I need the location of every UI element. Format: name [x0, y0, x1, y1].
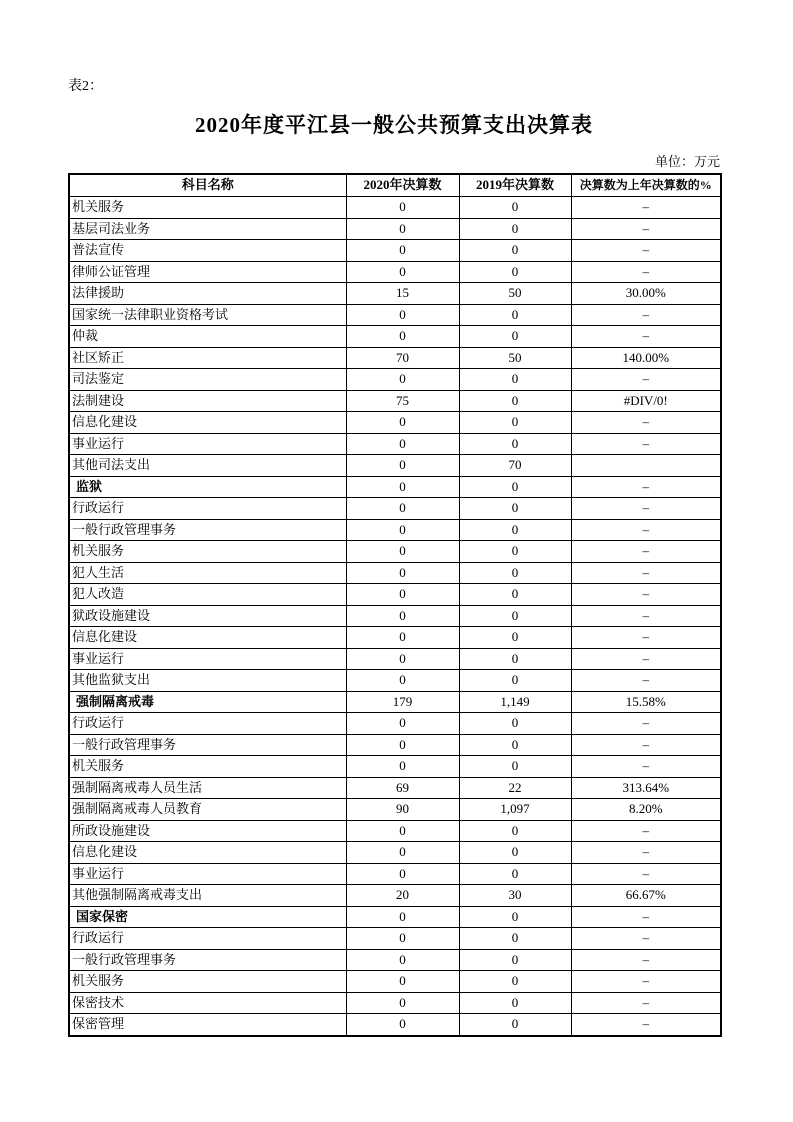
cell-percent: 8.20%	[571, 799, 721, 821]
cell-2019: 0	[459, 369, 571, 391]
cell-percent: –	[571, 562, 721, 584]
table-row	[69, 713, 721, 735]
cell-2019: 0	[459, 412, 571, 434]
cell-subject: 行政运行	[69, 928, 346, 950]
cell-percent: –	[571, 476, 721, 498]
table-row	[69, 390, 721, 412]
cell-2019: 0	[459, 519, 571, 541]
cell-percent: –	[571, 670, 721, 692]
cell-2019: 0	[459, 842, 571, 864]
cell-2020: 0	[346, 627, 459, 649]
cell-2020: 0	[346, 218, 459, 240]
cell-2019: 0	[459, 476, 571, 498]
cell-2020: 0	[346, 971, 459, 993]
cell-subject: 机关服务	[69, 756, 346, 778]
cell-2019: 0	[459, 197, 571, 219]
cell-subject: 司法鉴定	[69, 369, 346, 391]
cell-subject: 国家保密	[69, 906, 346, 928]
table-row	[69, 605, 721, 627]
cell-percent: 15.58%	[571, 691, 721, 713]
cell-2020: 0	[346, 648, 459, 670]
cell-subject: 事业运行	[69, 648, 346, 670]
cell-2020: 0	[346, 863, 459, 885]
cell-percent: –	[571, 519, 721, 541]
cell-subject: 所政设施建设	[69, 820, 346, 842]
cell-2019: 0	[459, 627, 571, 649]
table-row	[69, 670, 721, 692]
table-row	[69, 756, 721, 778]
cell-2020: 0	[346, 326, 459, 348]
cell-2019: 0	[459, 992, 571, 1014]
cell-2020: 0	[346, 197, 459, 219]
table-row	[69, 347, 721, 369]
cell-percent: –	[571, 906, 721, 928]
cell-2019: 0	[459, 326, 571, 348]
table-row	[69, 304, 721, 326]
cell-2019: 0	[459, 863, 571, 885]
table-section-row	[69, 906, 721, 928]
cell-percent: –	[571, 218, 721, 240]
table-number-label: 表2：	[68, 79, 103, 94]
table-row	[69, 240, 721, 262]
table-row	[69, 283, 721, 305]
cell-2019: 0	[459, 734, 571, 756]
cell-2020: 0	[346, 519, 459, 541]
cell-subject: 机关服务	[69, 971, 346, 993]
table-row	[69, 197, 721, 219]
cell-2019: 0	[459, 433, 571, 455]
table-row	[69, 541, 721, 563]
table-row	[69, 820, 721, 842]
cell-2020: 0	[346, 498, 459, 520]
cell-subject: 法律援助	[69, 283, 346, 305]
cell-percent: –	[571, 326, 721, 348]
table-row	[69, 863, 721, 885]
cell-subject: 其他司法支出	[69, 455, 346, 477]
cell-subject: 一般行政管理事务	[69, 519, 346, 541]
cell-2020: 0	[346, 433, 459, 455]
column-header-percent: 决算数为上年决算数的%	[571, 174, 721, 197]
cell-percent: –	[571, 713, 721, 735]
cell-2019: 0	[459, 584, 571, 606]
cell-2019: 1,097	[459, 799, 571, 821]
cell-2020: 0	[346, 1014, 459, 1036]
cell-percent: –	[571, 648, 721, 670]
cell-2019: 0	[459, 670, 571, 692]
cell-2020: 0	[346, 949, 459, 971]
table-row	[69, 562, 721, 584]
cell-subject: 犯人改造	[69, 584, 346, 606]
cell-2020: 0	[346, 992, 459, 1014]
cell-percent: –	[571, 605, 721, 627]
cell-2020: 0	[346, 842, 459, 864]
page-title: 2020年度平江县一般公共预算支出决算表	[195, 113, 593, 137]
budget-table	[68, 173, 722, 1037]
cell-subject: 其他监狱支出	[69, 670, 346, 692]
cell-subject: 强制隔离戒毒人员生活	[69, 777, 346, 799]
cell-2019: 0	[459, 562, 571, 584]
cell-percent: –	[571, 197, 721, 219]
cell-subject: 信息化建设	[69, 412, 346, 434]
cell-percent: –	[571, 1014, 721, 1036]
table-row	[69, 928, 721, 950]
cell-2020: 0	[346, 304, 459, 326]
cell-subject: 狱政设施建设	[69, 605, 346, 627]
table-row	[69, 992, 721, 1014]
cell-2020: 0	[346, 756, 459, 778]
column-header-subject: 科目名称	[69, 174, 346, 197]
table-row	[69, 971, 721, 993]
table-row	[69, 369, 721, 391]
cell-subject: 事业运行	[69, 433, 346, 455]
cell-2020: 90	[346, 799, 459, 821]
cell-2019: 0	[459, 541, 571, 563]
table-row	[69, 433, 721, 455]
cell-subject: 保密技术	[69, 992, 346, 1014]
cell-2020: 70	[346, 347, 459, 369]
cell-2020: 0	[346, 562, 459, 584]
cell-percent: 140.00%	[571, 347, 721, 369]
cell-2019: 0	[459, 906, 571, 928]
cell-2019: 0	[459, 756, 571, 778]
cell-2020: 0	[346, 670, 459, 692]
cell-percent: –	[571, 498, 721, 520]
cell-2020: 0	[346, 261, 459, 283]
table-row	[69, 519, 721, 541]
cell-subject: 国家统一法律职业资格考试	[69, 304, 346, 326]
table-row	[69, 412, 721, 434]
table-section-row	[69, 476, 721, 498]
cell-percent: –	[571, 412, 721, 434]
cell-percent: –	[571, 627, 721, 649]
cell-subject: 行政运行	[69, 498, 346, 520]
cell-percent: –	[571, 756, 721, 778]
table-row	[69, 326, 721, 348]
cell-2019: 0	[459, 390, 571, 412]
unit-label: 单位：万元	[654, 154, 720, 169]
cell-subject: 保密管理	[69, 1014, 346, 1036]
cell-2020: 0	[346, 906, 459, 928]
cell-subject: 其他强制隔离戒毒支出	[69, 885, 346, 907]
cell-2019: 50	[459, 347, 571, 369]
cell-subject: 法制建设	[69, 390, 346, 412]
cell-subject: 社区矫正	[69, 347, 346, 369]
cell-percent: –	[571, 304, 721, 326]
column-header-2020: 2020年决算数	[346, 174, 459, 197]
cell-2020: 75	[346, 390, 459, 412]
cell-subject: 事业运行	[69, 863, 346, 885]
cell-percent: –	[571, 734, 721, 756]
cell-2020: 179	[346, 691, 459, 713]
table-row	[69, 498, 721, 520]
cell-2020: 15	[346, 283, 459, 305]
cell-subject: 信息化建设	[69, 842, 346, 864]
cell-subject: 强制隔离戒毒人员教育	[69, 799, 346, 821]
cell-2019: 0	[459, 605, 571, 627]
cell-2019: 30	[459, 885, 571, 907]
cell-2020: 0	[346, 412, 459, 434]
cell-subject: 一般行政管理事务	[69, 734, 346, 756]
cell-2019: 1,149	[459, 691, 571, 713]
cell-2020: 0	[346, 820, 459, 842]
cell-2020: 0	[346, 584, 459, 606]
cell-2020: 69	[346, 777, 459, 799]
cell-2020: 20	[346, 885, 459, 907]
cell-subject: 行政运行	[69, 713, 346, 735]
cell-2019: 0	[459, 304, 571, 326]
cell-2020: 0	[346, 734, 459, 756]
cell-2019: 0	[459, 949, 571, 971]
cell-percent: #DIV/0!	[571, 390, 721, 412]
table-row	[69, 584, 721, 606]
cell-2020: 0	[346, 541, 459, 563]
cell-subject: 一般行政管理事务	[69, 949, 346, 971]
cell-percent	[571, 455, 721, 477]
cell-2019: 0	[459, 240, 571, 262]
cell-percent: –	[571, 863, 721, 885]
cell-percent: 313.64%	[571, 777, 721, 799]
table-row	[69, 261, 721, 283]
cell-2019: 22	[459, 777, 571, 799]
cell-subject: 普法宣传	[69, 240, 346, 262]
table-row	[69, 218, 721, 240]
cell-percent: –	[571, 820, 721, 842]
cell-2020: 0	[346, 369, 459, 391]
column-header-2019: 2019年决算数	[459, 174, 571, 197]
cell-percent: –	[571, 992, 721, 1014]
cell-percent: –	[571, 541, 721, 563]
cell-percent: –	[571, 928, 721, 950]
document-content	[68, 0, 720, 1037]
cell-2020: 0	[346, 713, 459, 735]
table-row	[69, 734, 721, 756]
table-row	[69, 455, 721, 477]
cell-subject: 仲裁	[69, 326, 346, 348]
cell-2020: 0	[346, 476, 459, 498]
cell-2020: 0	[346, 240, 459, 262]
cell-subject: 机关服务	[69, 197, 346, 219]
cell-2019: 0	[459, 1014, 571, 1036]
cell-2019: 0	[459, 498, 571, 520]
cell-subject: 信息化建设	[69, 627, 346, 649]
table-row	[69, 885, 721, 907]
table-section-row	[69, 691, 721, 713]
cell-subject: 犯人生活	[69, 562, 346, 584]
table-header-row	[69, 174, 721, 197]
table-row	[69, 627, 721, 649]
cell-subject: 基层司法业务	[69, 218, 346, 240]
cell-percent: –	[571, 584, 721, 606]
cell-2019: 70	[459, 455, 571, 477]
cell-percent: –	[571, 261, 721, 283]
cell-percent: 66.67%	[571, 885, 721, 907]
cell-2020: 0	[346, 928, 459, 950]
table-row	[69, 648, 721, 670]
cell-2019: 0	[459, 928, 571, 950]
cell-percent: –	[571, 971, 721, 993]
cell-percent: –	[571, 369, 721, 391]
cell-2019: 0	[459, 820, 571, 842]
table-row	[69, 777, 721, 799]
cell-subject: 律师公证管理	[69, 261, 346, 283]
cell-2019: 0	[459, 713, 571, 735]
table-row	[69, 949, 721, 971]
cell-subject: 监狱	[69, 476, 346, 498]
cell-2019: 50	[459, 283, 571, 305]
cell-percent: –	[571, 240, 721, 262]
cell-percent: –	[571, 433, 721, 455]
cell-subject: 机关服务	[69, 541, 346, 563]
table-row	[69, 1014, 721, 1036]
cell-2020: 0	[346, 605, 459, 627]
table-row	[69, 799, 721, 821]
cell-2019: 0	[459, 971, 571, 993]
table-row	[69, 842, 721, 864]
cell-percent: 30.00%	[571, 283, 721, 305]
table-body	[69, 197, 721, 1036]
cell-2019: 0	[459, 648, 571, 670]
cell-percent: –	[571, 842, 721, 864]
cell-2020: 0	[346, 455, 459, 477]
cell-percent: –	[571, 949, 721, 971]
cell-subject: 强制隔离戒毒	[69, 691, 346, 713]
cell-2019: 0	[459, 218, 571, 240]
cell-2019: 0	[459, 261, 571, 283]
